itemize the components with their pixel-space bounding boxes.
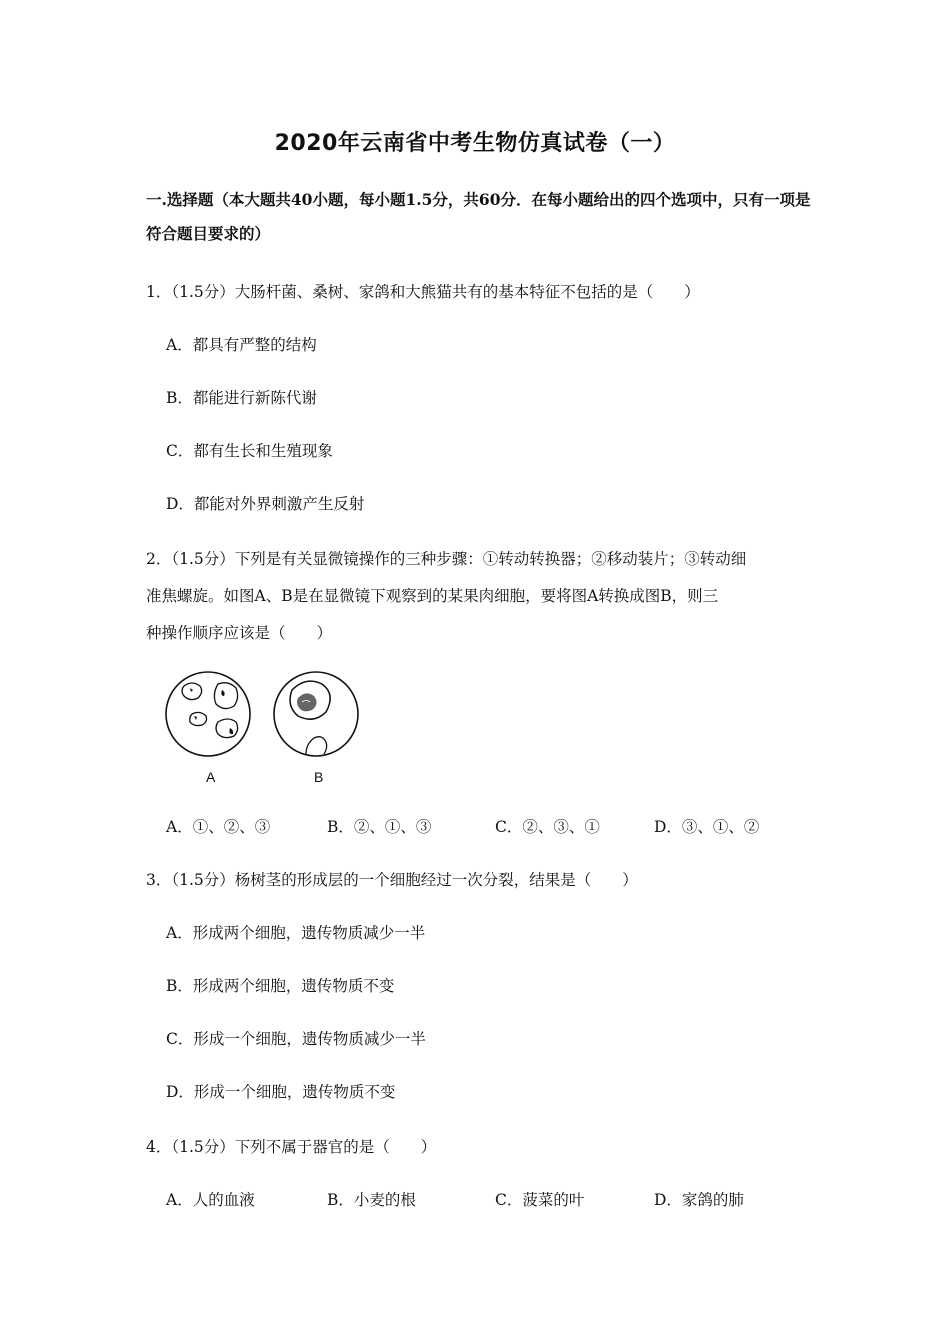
question-3-stem: 3．（1.5分）杨树茎的形成层的一个细胞经过一次分裂，结果是（ ） (146, 871, 638, 889)
question-1-option-a[interactable]: A．都具有严整的结构 (166, 336, 317, 354)
question-4-option-a[interactable]: A．人的血液 (166, 1191, 255, 1209)
question-1-option-b[interactable]: B．都能进行新陈代谢 (166, 389, 317, 407)
question-2-stem-line-1: 2．（1.5分）下列是有关显微镜操作的三种步骤：①转动转换器；②移动装片；③转动细 (146, 550, 747, 568)
microscope-field-drawing (160, 664, 380, 792)
microscope-figure (160, 664, 380, 792)
question-4-option-b[interactable]: B．小麦的根 (327, 1191, 416, 1209)
question-2-option-d[interactable]: D．③、①、② (654, 818, 760, 836)
page-title: 2020年云南省中考生物仿真试卷（一） (274, 131, 676, 156)
question-3-option-a[interactable]: A．形成两个细胞，遗传物质减少一半 (166, 924, 426, 942)
question-2-option-b[interactable]: B．②、①、③ (327, 818, 432, 836)
question-2-option-a[interactable]: A．①、②、③ (166, 818, 271, 836)
question-2-stem-line-2: 准焦螺旋。如图A、B是在显微镜下观察到的某果肉细胞，要将图A转换成图B，则三 (146, 587, 719, 605)
question-4-option-c[interactable]: C．菠菜的叶 (495, 1191, 585, 1209)
question-1-option-c[interactable]: C．都有生长和生殖现象 (166, 442, 333, 460)
question-3-option-b[interactable]: B．形成两个细胞，遗传物质不变 (166, 977, 395, 995)
figure-label-a: A (206, 769, 216, 785)
question-4-stem: 4．（1.5分）下列不属于器官的是（ ） (146, 1138, 437, 1156)
question-1-stem: 1．（1.5分）大肠杆菌、桑树、家鸽和大熊猫共有的基本特征不包括的是（ ） (146, 283, 700, 301)
figure-label-b: B (314, 769, 324, 785)
question-3-option-c[interactable]: C．形成一个细胞，遗传物质减少一半 (166, 1030, 426, 1048)
section-heading: 一.选择题（本大题共40小题，每小题1.5分，共60分．在每小题给出的四个选项中，只有一项是符合题目要求的） (146, 190, 811, 243)
question-2-option-c[interactable]: C．②、③、① (495, 818, 600, 836)
question-1-option-d[interactable]: D．都能对外界刺激产生反射 (166, 495, 365, 513)
question-3-option-d[interactable]: D．形成一个细胞，遗传物质不变 (166, 1083, 396, 1101)
question-2-stem-line-3: 种操作顺序应该是（ ） (146, 624, 333, 642)
question-4-option-d[interactable]: D．家鸽的肺 (654, 1191, 744, 1209)
